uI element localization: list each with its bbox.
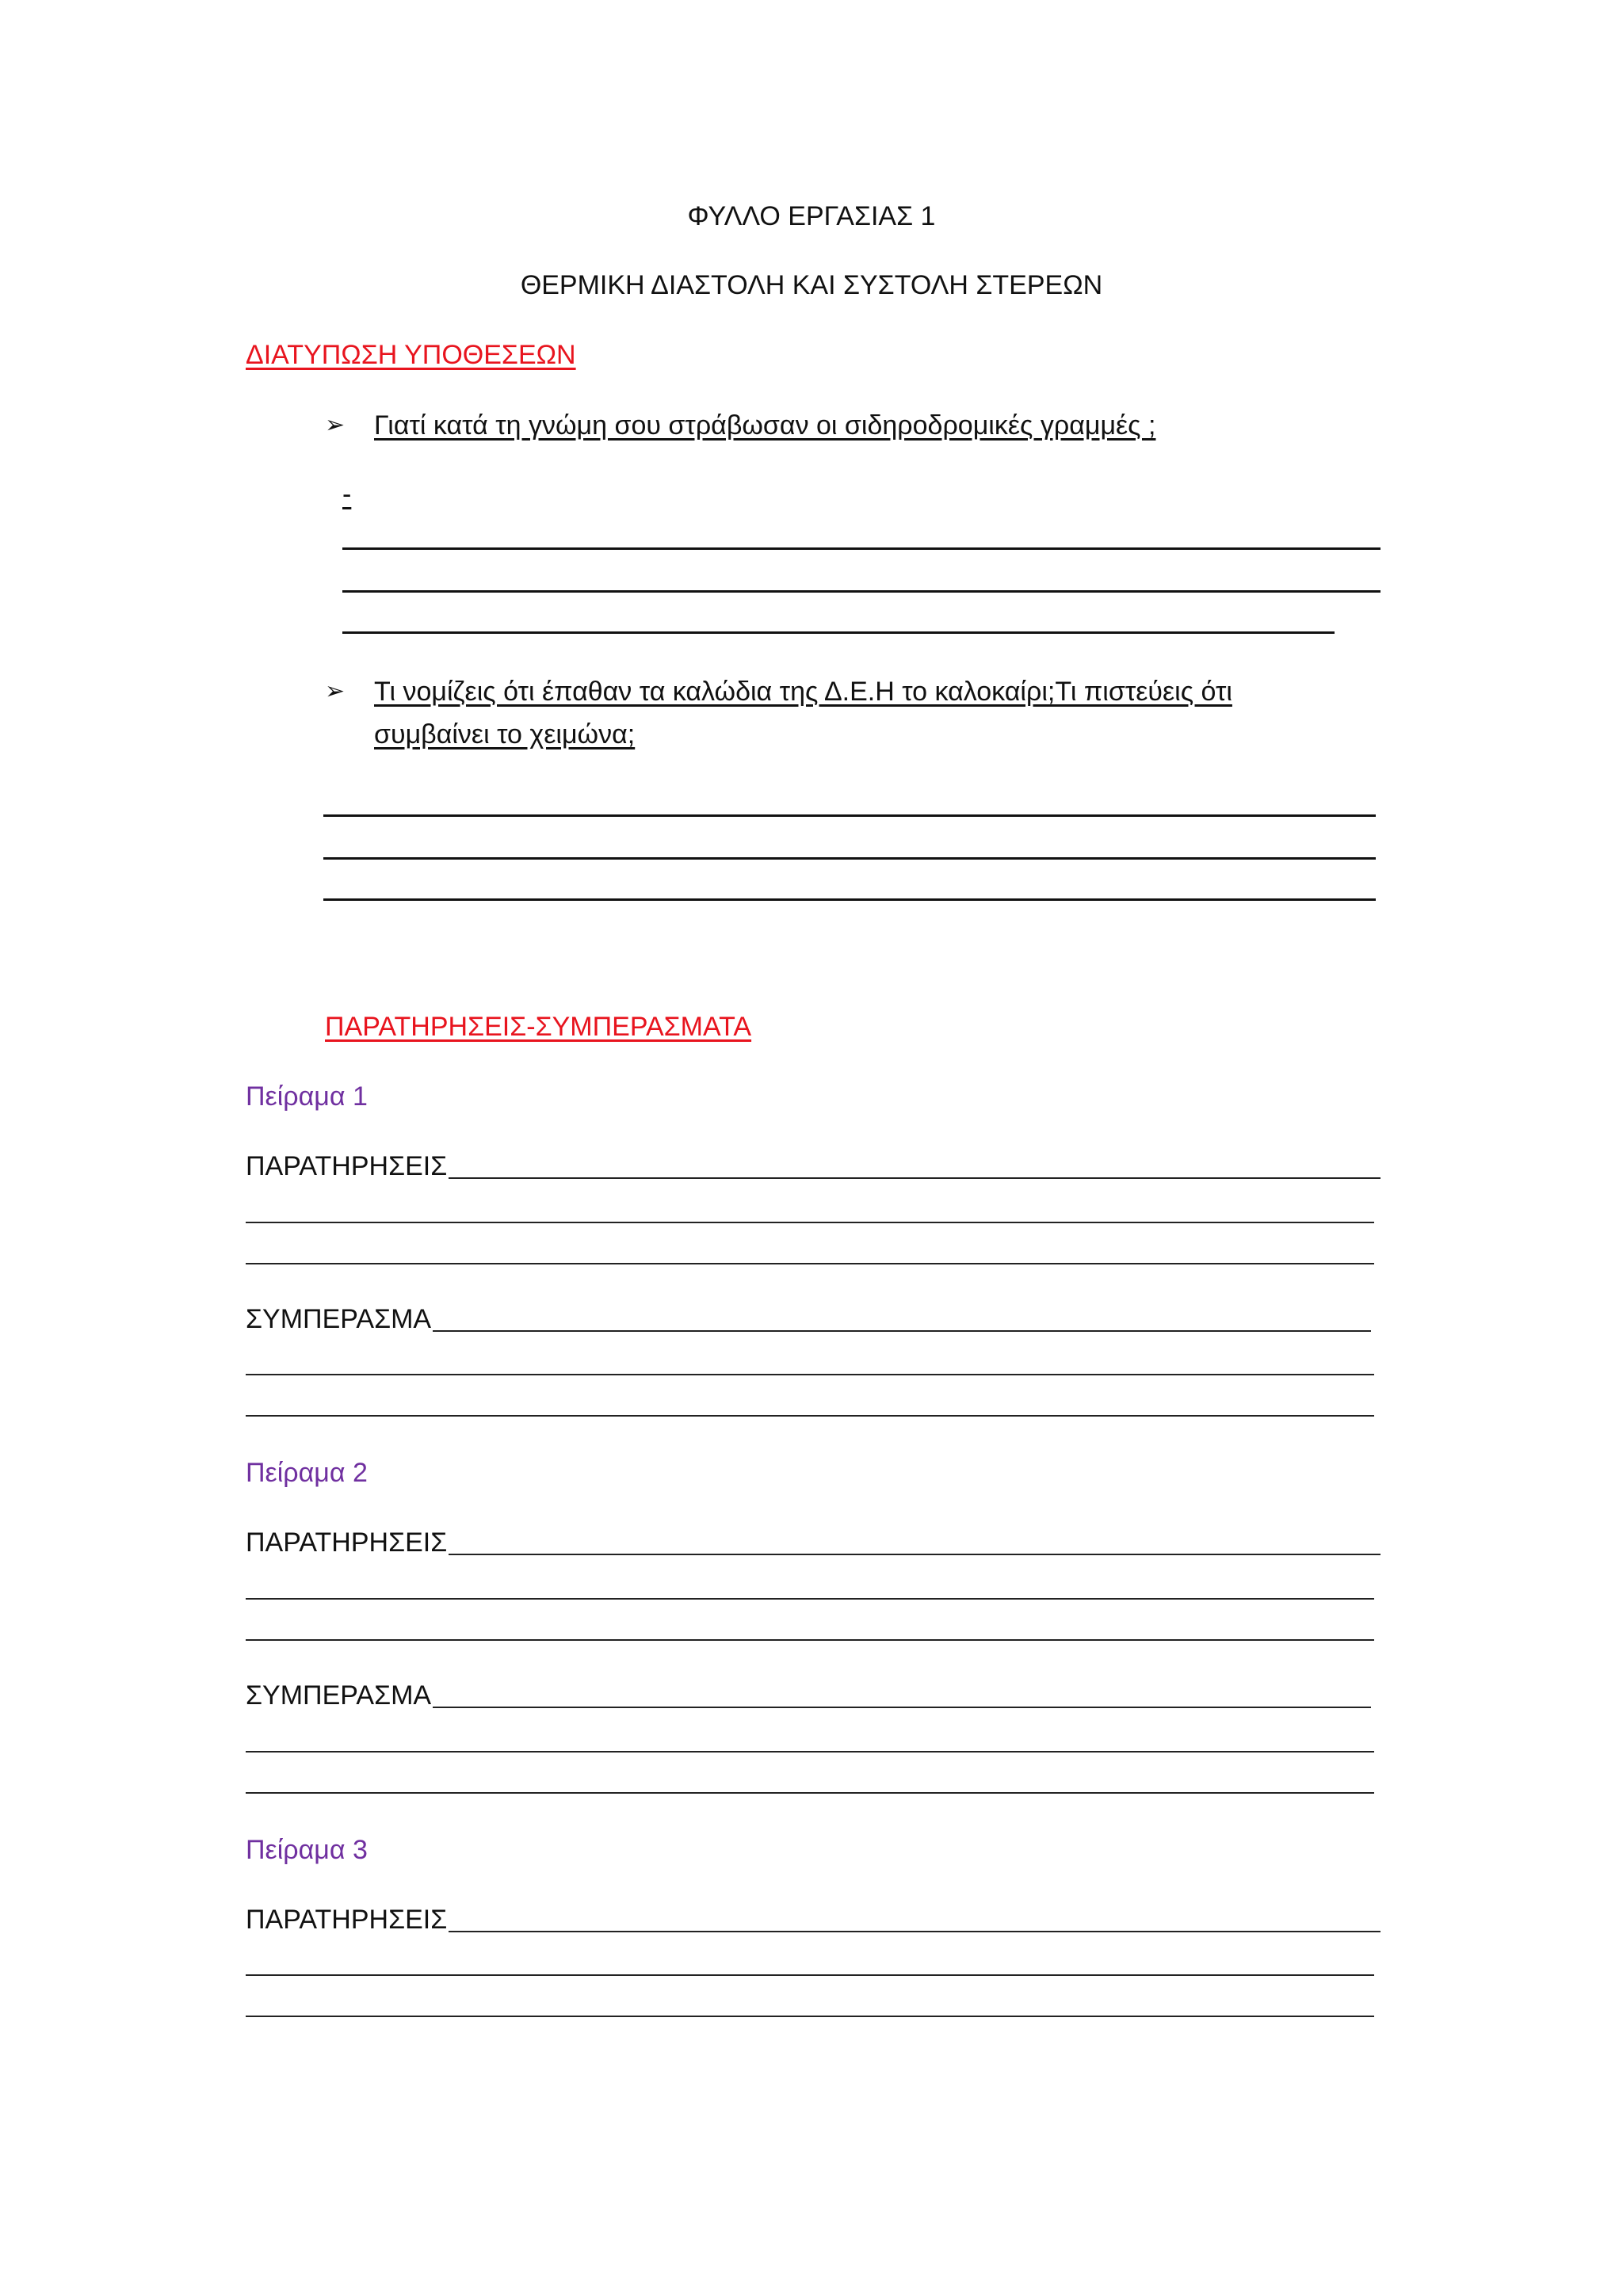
answer-line[interactable]	[323, 857, 1376, 860]
answer-line[interactable]	[246, 1415, 1374, 1417]
conclusion-field[interactable]	[246, 1680, 1371, 1711]
experiment-2-title: Πείραμα 2	[246, 1458, 368, 1488]
answer-line[interactable]	[246, 1792, 1374, 1794]
answer-line[interactable]	[323, 814, 1376, 817]
question-2-line-1: Τι νομίζεις ότι έπαθαν τα καλώδια της Δ.Ε.Η το καλοκαίρι;Τι πιστεύεις ότι	[374, 677, 1232, 707]
observations-field[interactable]	[246, 1150, 1381, 1182]
conclusion-field[interactable]	[246, 1303, 1371, 1335]
answer-line[interactable]	[342, 631, 1335, 634]
hypotheses-heading: ΔΙΑΤΥΠΩΣΗ ΥΠΟΘΕΣΕΩΝ	[246, 340, 576, 370]
question-2-line-2: συμβαίνει το χειμώνα;	[374, 719, 636, 749]
conclusion-label: ΣΥΜΠΕΡΑΣΜΑ	[246, 1680, 432, 1711]
answer-line[interactable]	[246, 1374, 1374, 1375]
answer-line[interactable]	[246, 1263, 1374, 1264]
observations-label: ΠΑΡΑΤΗΡΗΣΕΙΣ	[246, 1905, 448, 1935]
experiment-1-title: Πείραμα 1	[246, 1081, 368, 1112]
observations-label: ΠΑΡΑΤΗΡΗΣΕΙΣ	[246, 1151, 448, 1181]
answer-line[interactable]	[246, 1974, 1374, 1976]
question-1: Γιατί κατά τη γνώμη σου στράβωσαν οι σιδηροδρομικές γραμμές ;	[374, 410, 1156, 441]
page-subtitle: ΘΕΡΜΙΚΗ ΔΙΑΣΤΟΛΗ ΚΑΙ ΣΥΣΤΟΛΗ ΣΤΕΡΕΩΝ	[520, 270, 1103, 300]
arrow-bullet-icon: ➢	[325, 412, 346, 438]
answer-line[interactable]	[246, 2016, 1374, 2017]
answer-line[interactable]	[342, 590, 1381, 593]
page-title: ΦΥΛΛΟ ΕΡΓΑΣΙΑΣ 1	[687, 201, 936, 231]
observations-heading: ΠΑΡΑΤΗΡΗΣΕΙΣ-ΣΥΜΠΕΡΑΣΜΑΤΑ	[325, 1012, 752, 1042]
answer-dash: -	[342, 479, 352, 509]
observations-field[interactable]	[246, 1527, 1381, 1558]
arrow-bullet-icon: ➢	[325, 678, 346, 704]
observations-field[interactable]	[246, 1904, 1381, 1936]
observations-label: ΠΑΡΑΤΗΡΗΣΕΙΣ	[246, 1527, 448, 1558]
answer-line[interactable]	[342, 547, 1381, 550]
answer-line[interactable]	[323, 898, 1376, 901]
answer-line[interactable]	[246, 1639, 1374, 1641]
conclusion-label: ΣΥΜΠΕΡΑΣΜΑ	[246, 1304, 432, 1334]
experiment-3-title: Πείραμα 3	[246, 1835, 368, 1865]
answer-line[interactable]	[246, 1751, 1374, 1753]
answer-line[interactable]	[246, 1222, 1374, 1223]
answer-line[interactable]	[246, 1598, 1374, 1600]
